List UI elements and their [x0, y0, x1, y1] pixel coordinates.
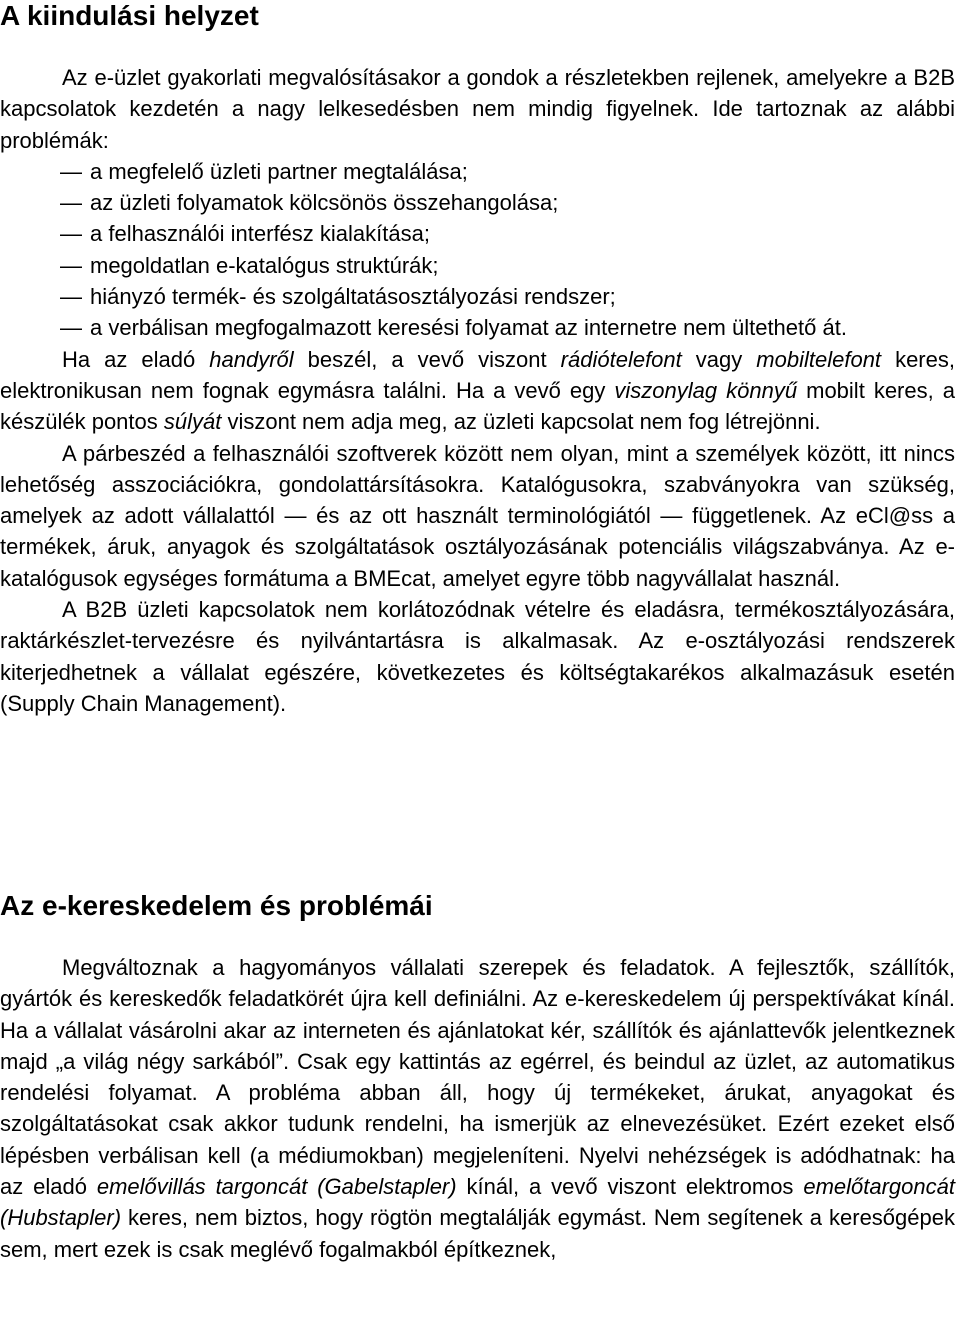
list-item: — a megfelelő üzleti partner megtalálása; [0, 156, 955, 187]
list-item: — az üzleti folyamatok kölcsönös összehangolása; [0, 187, 955, 218]
dash-bullet: — [60, 221, 82, 247]
list-item: — hiányzó termék- és szolgáltatásosztályozási rendszer; [0, 281, 955, 312]
paragraph-b2b-relations: A B2B üzleti kapcsolatok nem korlátozódnak vételre és eladásra, termékosztályozására, raktárkészlet-tervezésre és nyilvántartásra is alkalmasak. Az e-osztályozási rendszerek kiterjedhetnek a vállalat egészére, következetes és költségtakarékos alkalmazásuk esetén (Supply Chain Management). [0, 597, 955, 716]
dash-bullet: — [60, 158, 82, 184]
dash-bullet: — [60, 315, 82, 341]
list-item: — a verbálisan megfogalmazott keresési folyamat az internetre nem ültethető át. [0, 312, 955, 343]
section-heading-initial-situation: A kiindulási helyzet [0, 0, 259, 31]
section-ecommerce-problems [0, 952, 955, 1265]
problems-list [0, 156, 955, 344]
list-item: — a felhasználói interfész kialakítása; [0, 218, 955, 249]
list-item: — megoldatlan e-katalógus struktúrák; [0, 250, 955, 281]
section-heading-ecommerce-problems: Az e-kereskedelem és problémái [0, 890, 433, 921]
dash-bullet: — [60, 252, 82, 278]
section-initial-situation [0, 62, 955, 719]
intro-paragraph: Az e-üzlet gyakorlati megvalósításakor a gondok a részletekben rejlenek, amelyekre a B2B kapcsolatok kezdetén a nagy lelkesedésben nem mindig figyelnek. Ide tartoznak az alábbi problémák: [0, 65, 955, 153]
paragraph-changing-roles: Megváltoznak a hagyományos vállalati szerepek és feladatok. A fejlesztők, szállítók, gyártók és kereskedők feladatkörét újra kell definiálni. Az e-kereskedelem új perspektívákat kínál. Ha a vállalat vásárolni akar az interneten és ajánlatokat kér, szállítók és ajánlattevők jelentkeznek majd „a világ négy sarkából”. Csak egy kattintás az egérrel, és beindul az üzlet, az automatikus rendelési folyamat. A probléma abban áll, hogy új termékeket, árukat, anyagokat és szolgáltatásokat csak akkor tudunk rendelni, ha ismerjük az elnevezésüket. Ezért ezeket első lépésben verbálisan kell (a médiumokban) megjeleníteni. Nyelvi nehézségek is adódhatnak: ha az eladó emelővillás targoncát (Gabelstapler) kínál, a vevő viszont elektromos emelőtargoncát (Hubstapler) keres, nem biztos, hogy rögtön megtalálják egymást. Nem segítenek a keresőgépek sem, mert ezek is csak meglévő fogalmakból építkeznek, [0, 955, 955, 1262]
dash-bullet: — [60, 190, 82, 216]
paragraph-catalogs-standards: A párbeszéd a felhasználói szoftverek között nem olyan, mint a személyek között, itt nincs lehetőség asszociációkra, gondolattársításokra. Katalógusokra, szabványokra van szükség, amelyek az adott vállalattól — és az ott használt terminológiától — függetlenek. Az eCl@ss a termékek, áruk, anyagok és szolgáltatások osztályozásának potenciális világszabványa. Az e-katalógusok egységes formátuma a BMEcat, amelyet egyre több nagyvállalat használ. [0, 440, 955, 591]
dash-bullet: — [60, 284, 82, 310]
paragraph-handy-example: Ha az eladó handyről beszél, a vevő viszont rádiótelefont vagy mobiltelefont keres, elektronikusan nem fognak egymásra találni. Ha a vevő egy viszonylag könnyű mobilt keres, a készülék pontos súlyát viszont nem adja meg, az üzleti kapcsolat nem fog létrejönni. [0, 346, 955, 435]
